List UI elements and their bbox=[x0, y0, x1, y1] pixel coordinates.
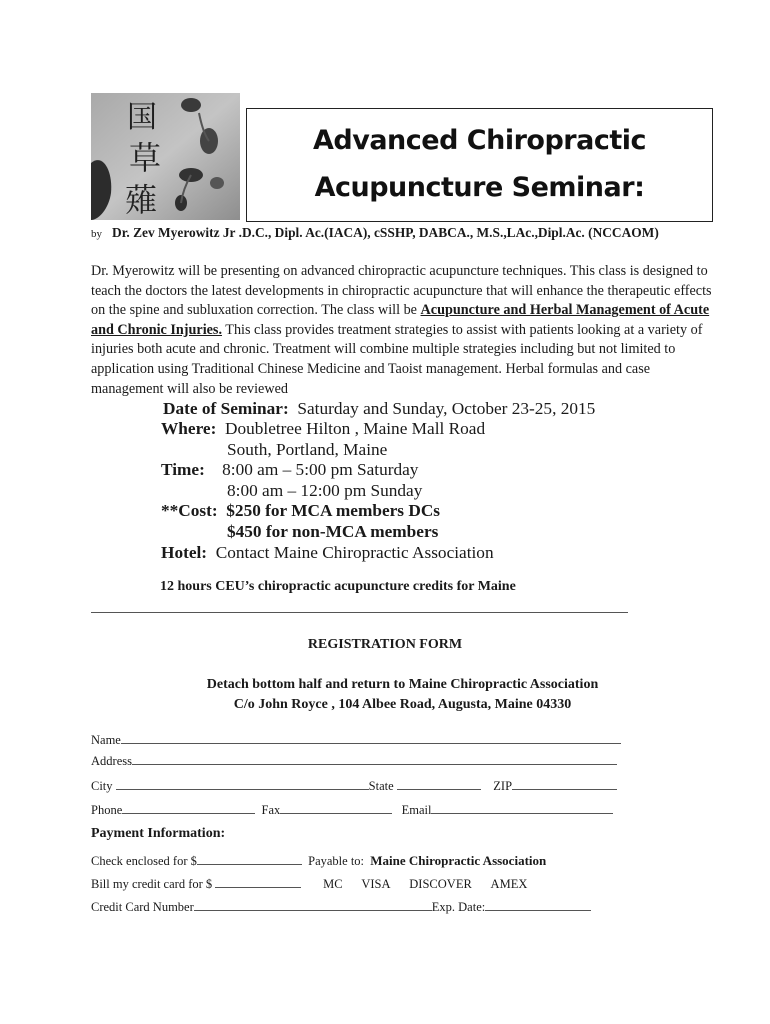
presenter-credentials: Dr. Zev Myerowitz Jr .D.C., Dipl. Ac.(IACA), cSSHP, DABCA., M.S.,LAc.,Dipl.Ac. (NCCAOM) bbox=[112, 225, 659, 240]
city-field[interactable] bbox=[116, 778, 369, 790]
name-row bbox=[91, 732, 621, 748]
cost-line-1: $250 for MCA members DCs bbox=[226, 501, 441, 520]
seminar-date bbox=[163, 399, 595, 419]
registration-form-title: REGISTRATION FORM bbox=[307, 637, 463, 652]
where-line-2: South, Portland, Maine bbox=[227, 440, 388, 459]
description-text-2: This class provides treatment strategies to assist with patients looking at a variety of injuries both acute and chronic. Treatment will combine multiple strategies including but not limited to application using Traditional Chinese Medicine and Taoist management. Herbal formulas and case management will also be reviewed bbox=[91, 321, 703, 397]
city-label: City bbox=[91, 779, 113, 793]
date-label: Date of Seminar: bbox=[163, 399, 289, 418]
address-field[interactable] bbox=[132, 753, 617, 765]
fax-field[interactable] bbox=[280, 802, 392, 814]
seminar-hotel bbox=[161, 543, 494, 563]
exp-date-label: Exp. Date: bbox=[431, 900, 486, 914]
card-number-field[interactable] bbox=[194, 899, 432, 911]
zip-label: ZIP bbox=[493, 779, 513, 793]
glyph-1: 国 bbox=[127, 100, 157, 135]
payable-value: Maine Chiropractic Association bbox=[370, 853, 547, 868]
seminar-cost bbox=[161, 501, 440, 521]
where-label: Where: bbox=[161, 419, 217, 438]
credit-card-row bbox=[91, 876, 527, 892]
hotel-label: Hotel: bbox=[161, 543, 208, 562]
exp-date-field[interactable] bbox=[485, 899, 591, 911]
time-label: Time: bbox=[161, 460, 205, 479]
card-number-row bbox=[91, 899, 591, 915]
address-label: Address bbox=[91, 754, 132, 768]
byline-prefix: by bbox=[91, 228, 102, 240]
hotel-value: Contact Maine Chiropractic Association bbox=[215, 543, 494, 562]
card-option-amex[interactable]: AMEX bbox=[490, 877, 528, 891]
address-row bbox=[91, 753, 617, 769]
time-line-2: 8:00 am – 12:00 pm Sunday bbox=[227, 481, 423, 500]
card-number-label: Credit Card Number bbox=[91, 900, 194, 914]
name-label: Name bbox=[91, 733, 121, 747]
description-text-1: Dr. Myerowitz will be presenting on advanced chiropractic acupuncture techniques. This class is designed to teach the doctors the latest developments in chiropractic acupuncture that will enhance the therapeutic effects on the spine and subluxation correction. The class will be bbox=[91, 263, 712, 319]
course-title-underlined: Acupuncture and Herbal Management of Acute and Chronic Injuries. bbox=[91, 302, 710, 338]
glyph-2: 草 bbox=[129, 139, 162, 177]
detach-divider bbox=[91, 612, 628, 613]
ceu-credits: 12 hours CEU’s chiropractic acupuncture credits for Maine bbox=[160, 579, 516, 594]
phone-label: Phone bbox=[91, 803, 123, 817]
cost-line-2: $450 for non-MCA members bbox=[227, 522, 439, 541]
title-line-1: Advanced Chiropractic bbox=[313, 125, 646, 156]
city-row bbox=[91, 778, 617, 794]
calligraphy-art bbox=[91, 93, 240, 220]
email-label: Email bbox=[401, 803, 432, 817]
glyph-3: 薙 bbox=[125, 181, 158, 219]
seminar-time bbox=[161, 460, 418, 480]
card-option-discover[interactable]: DISCOVER bbox=[409, 877, 472, 891]
state-label: State bbox=[368, 779, 394, 793]
title-line-2: Acupuncture Seminar: bbox=[314, 172, 645, 203]
date-value: Saturday and Sunday, October 23-25, 2015 bbox=[297, 399, 596, 418]
card-option-mc[interactable]: MC bbox=[323, 877, 343, 891]
seminar-location bbox=[161, 419, 485, 439]
detach-instructions: Detach bottom half and return to Maine Chiropractic Association bbox=[206, 677, 599, 692]
bill-label: Bill my credit card for $ bbox=[91, 877, 213, 891]
payable-label: Payable to: bbox=[308, 854, 365, 868]
course-description bbox=[91, 262, 721, 399]
check-row bbox=[91, 853, 546, 869]
check-label: Check enclosed for $ bbox=[91, 854, 197, 868]
card-option-visa[interactable]: VISA bbox=[361, 877, 391, 891]
zip-field[interactable] bbox=[512, 778, 617, 790]
state-field[interactable] bbox=[397, 778, 481, 790]
payment-heading: Payment Information: bbox=[91, 826, 226, 841]
name-field[interactable] bbox=[121, 732, 621, 744]
phone-row bbox=[91, 802, 613, 818]
cost-label: **Cost: bbox=[161, 501, 218, 520]
email-field[interactable] bbox=[431, 802, 613, 814]
title-box bbox=[246, 108, 713, 222]
time-line-1: 8:00 am – 5:00 pm Saturday bbox=[222, 460, 419, 479]
bill-amount-field[interactable] bbox=[215, 876, 301, 888]
phone-field[interactable] bbox=[122, 802, 255, 814]
byline bbox=[91, 225, 659, 241]
fax-label: Fax bbox=[261, 803, 281, 817]
mailing-address: C/o John Royce , 104 Albee Road, Augusta, Maine 04330 bbox=[233, 697, 572, 712]
check-amount-field[interactable] bbox=[197, 853, 302, 865]
where-line-1: Doubletree Hilton , Maine Mall Road bbox=[225, 419, 486, 438]
calligraphy-logo-image bbox=[91, 93, 240, 220]
